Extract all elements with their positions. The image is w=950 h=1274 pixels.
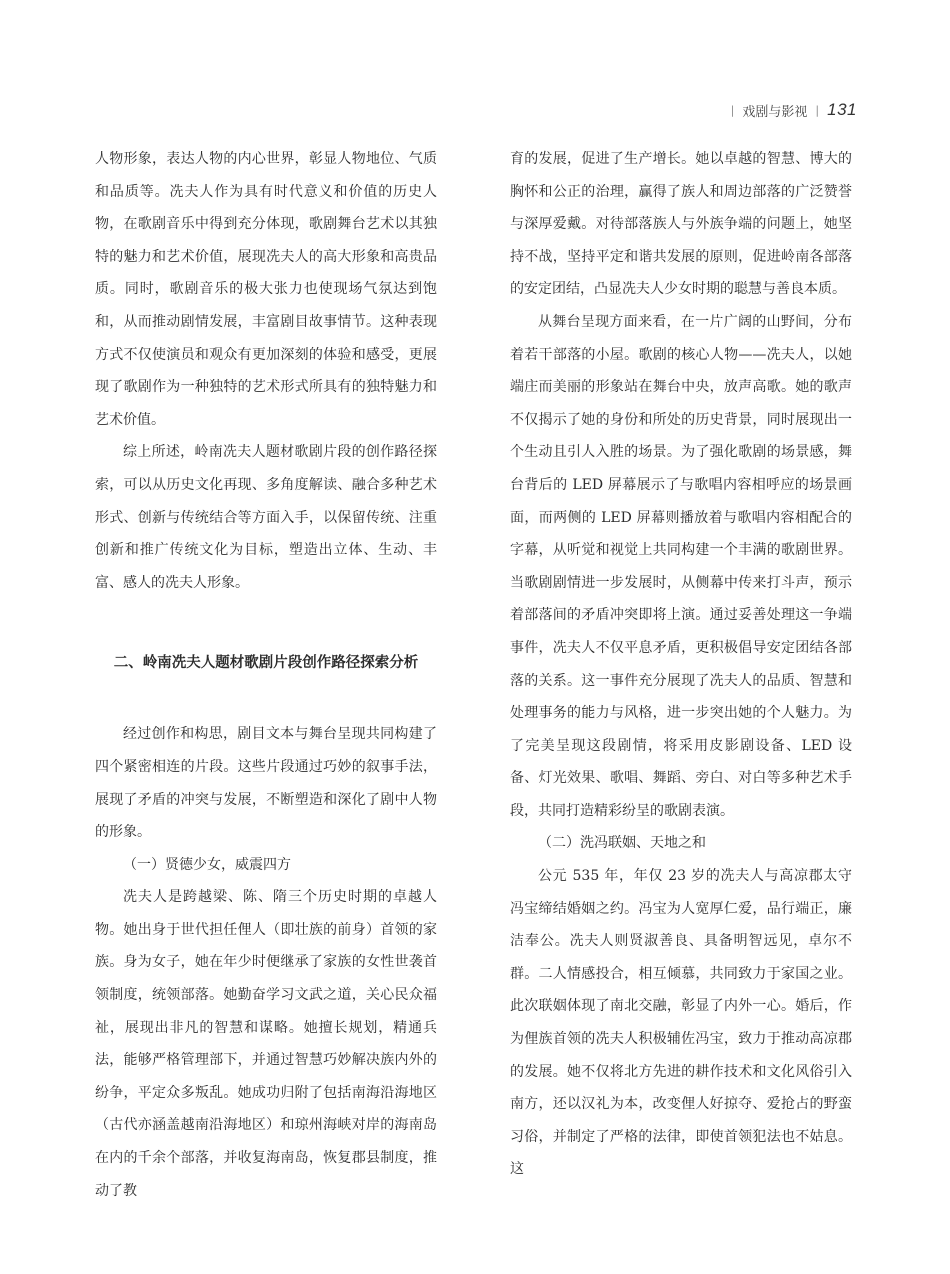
header-separator-left: | — [730, 103, 735, 117]
subsection-heading-1: （一）贤德少女，威震四方 — [123, 856, 291, 873]
journal-section-title: 戏剧与影视 — [742, 104, 808, 120]
paragraph-body: 公元 535 年，年仅 23 岁的冼夫人与高凉郡太守冯宝缔结婚姻之约。冯宝为人宽厚仁爱，品行端正，廉洁奉公。冼夫人则贤淑善良、具备明智远见，卓尔不群。二人情感投合，相互倾慕，共同致力于家国之业。此次联姻体现了南北交融，彰显了内外一心。婚后，作为俚族首领的冼夫人积极辅佐冯宝，致力于推动高凉郡的发展。她不仅将北方先进的耕作技术和文化风俗引入南方，还以汉礼为本，改变俚人好掠夺、爱抢占的野蛮习俗，并制定了严格的法律，即使首领犯法也不姑息。这 — [510, 868, 852, 1178]
paragraph-body: 冼夫人是跨越梁、陈、隋三个历史时期的卓越人物。她出身于世代担任俚人（即壮族的前身）首领的家族。身为女子，她在年少时便继承了家族的女性世袭首领制度，统领部落。她勤奋学习文武之道，关心民众福祉，展现出非凡的智慧和谋略。她擅长规划，精通兵法，能够严格管理部下，并通过智慧巧妙解决族内外的纷争，平定众多叛乱。她成功归附了包括南海沿海地区（古代亦涵盖越南沿海地区）和琼州海峡对岸的海南岛在内的千余个部落，并收复海南岛，恢复郡县制度，推动了教 — [95, 889, 437, 1199]
right-column — [510, 143, 852, 1186]
header-separator-right: | — [815, 103, 820, 117]
subsection-heading-2: （二）洗冯联姻、天地之和 — [538, 835, 706, 852]
running-header — [731, 100, 857, 120]
page-number: 131 — [827, 100, 857, 119]
paragraph-stage: 从舞台呈现方面来看，在一片广阔的山野间，分布着若干部落的小屋。歌剧的核心人物——冼夫人，以她端庄而美丽的形象站在舞台中央，放声高歌。她的歌声不仅揭示了她的身份和所处的历史背景，同时展现出一个生动且引人入胜的场景。为了强化歌剧的场景感，舞台背后的 LED 屏幕展示了与歌唱内容相呼应的场景画面，而两侧的 LED 屏幕则播放着与歌唱内容相配合的字幕，从听觉和视觉上共同构建一个丰满的歌剧世界。当歌剧剧情进一步发展时，从侧幕中传来打斗声，预示着部落间的矛盾冲突即将上演。通过妥善处理这一争端事件，冼夫人不仅平息矛盾，更积极倡导安定团结各部落的关系。这一事件充分展现了冼夫人的品质、智慧和处理事务的能力与风格，进一步突出她的个人魅力。为了完美呈现这段剧情，将采用皮影剧设备、LED 设备、灯光效果、歌唱、舞蹈、旁白、对白等多种艺术手段，共同打造精彩纷呈的歌剧表演。 — [510, 313, 852, 819]
paragraph-summary: 综上所述，岭南冼夫人题材歌剧片段的创作路径探索，可以从历史文化再现、多角度解读、融合多种艺术形式、创新与传统结合等方面入手，以保留传统、注重创新和推广传统文化为目标，塑造出立体、生动、丰富、感人的冼夫人形象。 — [95, 444, 437, 591]
paragraph-continuation: 人物形象，表达人物的内心世界，彰显人物地位、气质和品质等。冼夫人作为具有时代意义和价值的历史人物，在歌剧音乐中得到充分体现，歌剧舞台艺术以其独特的魅力和艺术价值，展现冼夫人的高大形象和高贵品质。同时，歌剧音乐的极大张力也使现场气氛达到饱和，从而推动剧情发展，丰富剧目故事情节。这种表现方式不仅使演员和观众有更加深刻的体验和感受，更展现了歌剧作为一种独特的艺术形式所具有的独特魅力和艺术价值。 — [95, 151, 437, 428]
left-column — [95, 143, 437, 1207]
paragraph-intro: 经过创作和构思，剧目文本与舞台呈现共同构建了四个紧密相连的片段。这些片段通过巧妙的叙事手法，展现了矛盾的冲突与发展，不断塑造和深化了剧中人物的形象。 — [95, 726, 437, 841]
paragraph-continuation: 育的发展，促进了生产增长。她以卓越的智慧、博大的胸怀和公正的治理，赢得了族人和周边部落的广泛赞誉与深厚爱戴。对待部落族人与外族争端的问题上，她坚持不战，坚持平定和谐共发展的原则，促进岭南各部落的安定团结，凸显冼夫人少女时期的聪慧与善良本质。 — [510, 151, 852, 298]
section-heading: 二、岭南冼夫人题材歌剧片段创作路径探索分析 — [113, 655, 419, 672]
